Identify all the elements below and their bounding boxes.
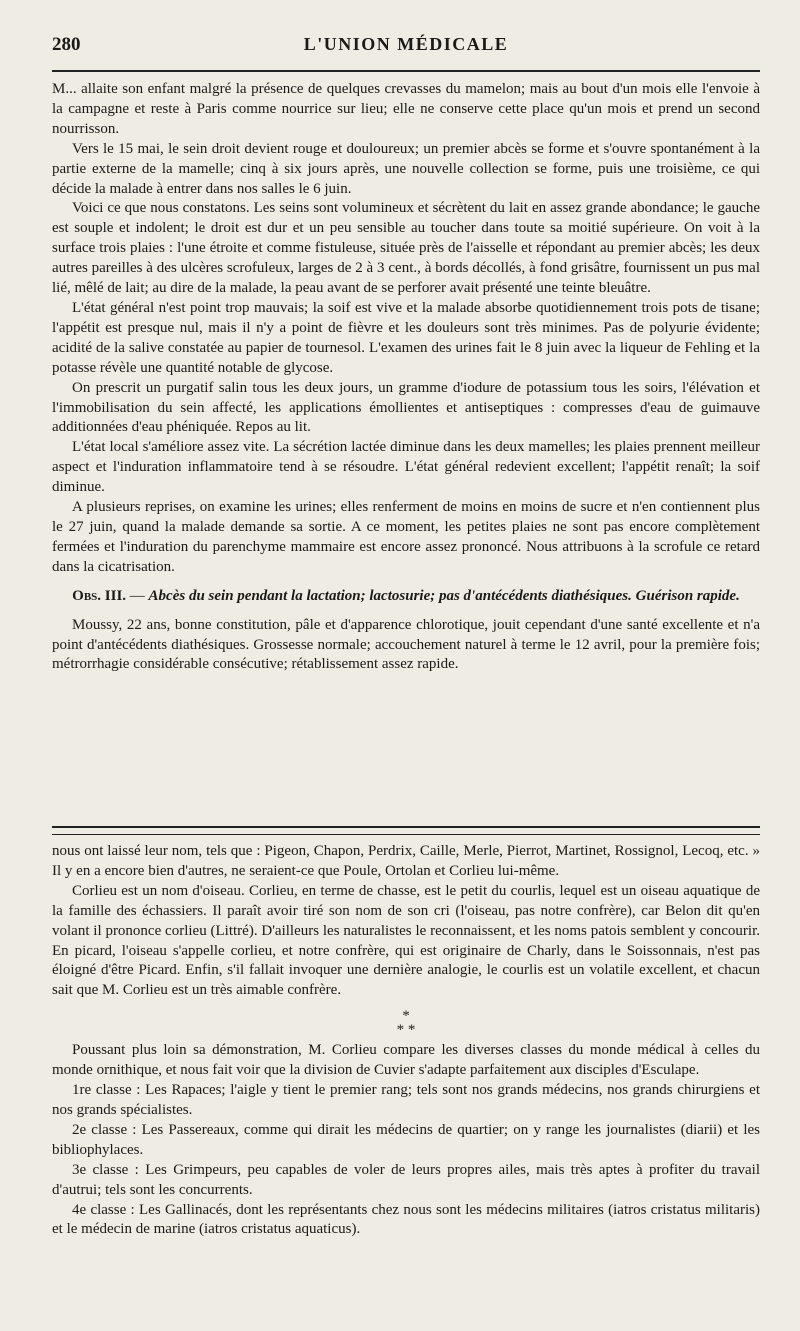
asterism-bottom: * *: [396, 1022, 416, 1039]
section-separator: [52, 826, 760, 835]
paragraph: On prescrit un purgatif salin tous les deux jours, un gramme d'iodure de potassium tous les soirs, l'élévation et l'immobilisation du sein affecté, les applications émollientes et antiseptiques : compresses d'eau de guimauve additionnées d'eau phéniquée. Repos au lit.: [52, 379, 760, 436]
paragraph: L'état général n'est point trop mauvais; la soif est vive et la malade absorbe quotidiennement trois pots de tisane; l'appétit est presque nul, mais il n'y a point de fièvre et les douleurs sont très minimes. Pas de polyurie évidente; acidité de la salive constatée au papier de tournesol. L'examen des urines fait le 8 juin avec la liqueur de Fehling et la potasse révèle une quantité notable de glycose.: [52, 299, 760, 376]
page-header: [52, 32, 760, 62]
paragraph: A plusieurs reprises, on examine les urines; elles renferment de moins en moins de sucre et n'en contiennent plus le 27 juin, quand la malade demande sa sortie. A ce moment, les petites plaies ne sont pas encore complètement fermées et l'induration du parenchyme mammaire est encore assez prononcé. Nous attribuons à la scrofule ce retard dans la cicatrisation.: [52, 499, 760, 575]
paragraph: Vers le 15 mai, le sein droit devient rouge et douloureux; un premier abcès se forme et s'ouvre spontanément à la partie externe de la mamelle; cinq à six jours après, une nouvelle collection se forme, puis une troisième, ce qui décide la malade à entrer dans nos salles le 6 juin.: [52, 140, 760, 197]
paragraph: L'état local s'améliore assez vite. La sécrétion lactée diminue dans les deux mamelles; les plaies prennent meilleur aspect et l'induration inflammatoire tend à se résoudre. L'état général redevient excellent; l'appétit renaît; la soif diminue.: [52, 439, 760, 496]
observation-paragraph: Moussy, 22 ans, bonne constitution, pâle et d'apparence chlorotique, jouit cependant d'une santé excellente et n'a point d'antécédents diathésiques. Grossesse normale; accouchement naturel à terme le 12 avril, pour la première fois; métrorrhagie considérable consécutive; rétablissement assez rapide.: [52, 616, 760, 673]
observation-heading: [52, 586, 760, 606]
upper-article: [52, 80, 760, 675]
class-item: 2e classe : Les Passereaux, comme qui dirait les médecins de quartier; on y range les journalistes (diarii) et les bibliophylaces.: [52, 1121, 760, 1158]
running-title: L'UNION MÉDICALE: [303, 34, 509, 54]
asterism: [52, 1009, 760, 1037]
paragraph: Voici ce que nous constatons. Les seins sont volumineux et sécrètent du lait en assez grande abondance; le gauche est souple et indolent; le droit est dur et un peu sensible au toucher dans toute sa moitié supérieure. On voit à la surface trois plaies : l'une étroite et comme fistuleuse, située près de l'aisselle et répondant au premier abcès; les deux autres pareilles à des ulcères scrofuleux, larges de 2 à 3 cent., à bords décollés, à fond grisâtre, fournissent un pus mal lié, mêlé de lait; au dire de la malade, la peau avant de se perforer avait présenté une teinte bleuâtre.: [52, 200, 760, 297]
paragraph: Corlieu est un nom d'oiseau. Corlieu, en terme de chasse, est le petit du courlis, lequel est un oiseau aquatique de la famille des échassiers. Il paraît avoir tiré son nom de son cri (l'oiseau, pas notre confrère), car Belon dit qu'en volant il prononce corlieu (Littré). D'ailleurs les naturalistes le reconnaissent, et les noms patois semblent y concourir. En picard, l'oiseau s'appelle corlieu, et notre confrère, qui est originaire de Charly, dans le Soissonnais, n'est pas éloigné d'être Picard. Enfin, s'il fallait invoquer une dernière analogie, le courlis est un volatile excellent, et chacun sait que M. Corlieu est un très aimable confrère.: [52, 882, 760, 999]
observation-label: Obs. III.: [72, 587, 127, 604]
asterism-top: *: [402, 1008, 410, 1025]
observation-dash: —: [126, 587, 149, 604]
class-item: 1re classe : Les Rapaces; l'aigle y tient le premier rang; tels sont nos grands médecins, nos grands chirurgiens et nos grands spécialistes.: [52, 1082, 760, 1118]
paragraph: M... allaite son enfant malgré la présence de quelques crevasses du mamelon; mais au bout d'un mois elle l'envoie à la campagne et reste à Paris comme nourrice sur lieu; elle ne conserve cette place qu'un mois et prend un second nourrisson.: [52, 81, 760, 137]
paragraph: nous ont laissé leur nom, tels que : Pigeon, Chapon, Perdrix, Caille, Merle, Pierrot, Martinet, Rossignol, Lecoq, etc. » Il y en a encore bien d'autres, ne seraient-ce que Poule, Ortolan et Corlieu lui-même.: [52, 843, 760, 879]
class-list: [52, 1081, 760, 1240]
page-number: 280: [52, 34, 81, 55]
lower-article: [52, 842, 760, 1240]
header-rule: [52, 70, 760, 72]
class-item: 3e classe : Les Grimpeurs, peu capables de voler de leurs propres ailes, mais très aptes à profiter du travail d'autrui; tels sont les concurrents.: [52, 1161, 760, 1198]
class-item: 4e classe : Les Gallinacés, dont les représentants chez nous sont les médecins militaires (iatros cristatus militaris) et le médecin de marine (iatros cristatus aquaticus).: [52, 1201, 760, 1238]
demonstration-paragraph: Poussant plus loin sa démonstration, M. Corlieu compare les diverses classes du monde médical à celles du monde ornithique, et nous fait voir que la division de Cuvier s'adapte parfaitement aux disciples d'Esculape.: [52, 1042, 760, 1079]
observation-title: Abcès du sein pendant la lactation; lactosurie; pas d'antécédents diathésiques. Guérison rapide.: [148, 587, 740, 604]
